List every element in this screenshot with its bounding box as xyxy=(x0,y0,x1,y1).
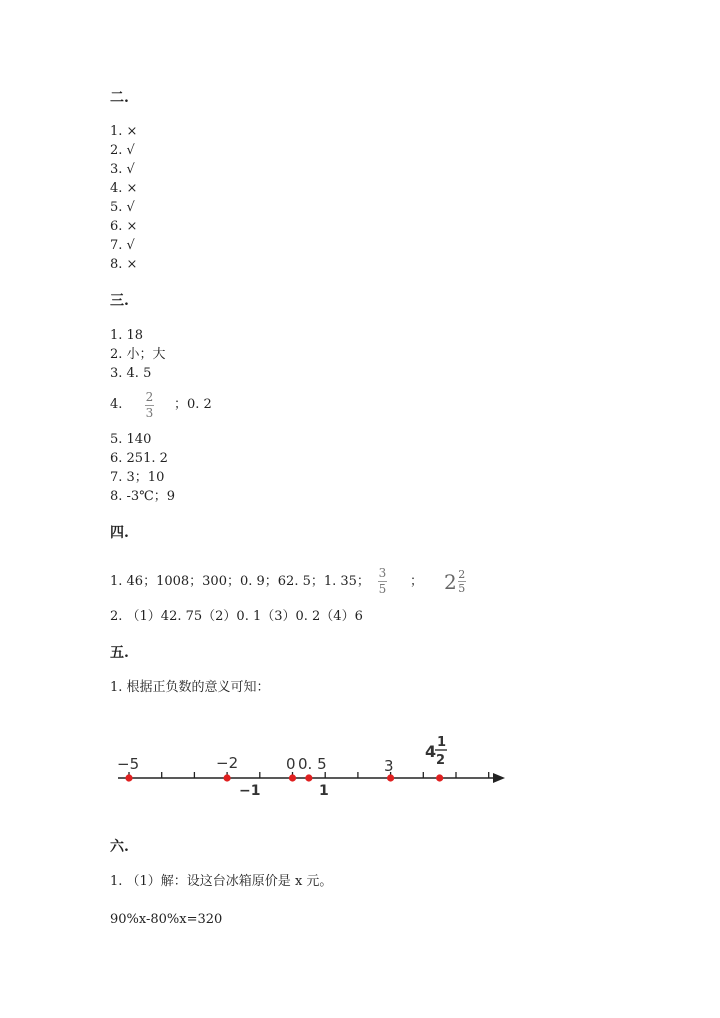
number-line-point xyxy=(305,774,312,781)
mixed-number xyxy=(444,569,466,594)
answer-item: 1. 46；1008；300；0. 9；62. 5；1. 35； xyxy=(110,574,370,589)
mixed-fraction xyxy=(458,569,466,594)
answer-item-prefix: 4. xyxy=(110,397,123,412)
fraction xyxy=(378,567,387,596)
number-line-point xyxy=(387,774,394,781)
fraction-numerator: 2 xyxy=(145,390,154,404)
fraction-denominator: 5 xyxy=(458,582,466,595)
answer-item: 7. 3；10 xyxy=(110,470,165,485)
label-one: 1 xyxy=(319,783,329,799)
answer-item: 4. × xyxy=(110,181,138,196)
answer-item: 6. × xyxy=(110,219,138,234)
section-heading-5: 五. xyxy=(110,645,129,661)
separator: ； xyxy=(410,574,424,589)
answer-item: 6. 251. 2 xyxy=(110,451,168,466)
label-minus-2: −2 xyxy=(216,754,239,772)
fraction-denominator: 5 xyxy=(378,582,387,596)
section-heading-6: 六. xyxy=(110,839,129,855)
arrow-head-icon xyxy=(493,773,505,783)
fraction-denominator: 3 xyxy=(145,406,154,420)
label-four-num: 1 xyxy=(437,735,447,750)
answer-item: 1. 18 xyxy=(110,328,144,343)
answer-item: 2. （1）42. 75（2）0. 1（3）0. 2（4）6 xyxy=(110,609,363,624)
label-three: 3 xyxy=(384,757,394,775)
answer-item: 5. √ xyxy=(110,200,135,215)
label-minus-5: −5 xyxy=(117,755,140,773)
mixed-whole: 2 xyxy=(444,569,457,594)
number-line-point xyxy=(125,774,132,781)
answer-item-suffix: ；0. 2 xyxy=(174,397,212,412)
answer-item: 3. √ xyxy=(110,162,135,177)
answer-item: 1. × xyxy=(110,124,138,139)
answer-item: 8. -3℃；9 xyxy=(110,489,176,504)
answer-item: 3. 4. 5 xyxy=(110,366,152,381)
number-line-point xyxy=(289,774,296,781)
answer-item: 5. 140 xyxy=(110,432,152,447)
number-line-figure xyxy=(105,726,515,806)
answer-item: 2. √ xyxy=(110,143,135,158)
answer-item: 7. √ xyxy=(110,238,135,253)
fraction-numerator: 3 xyxy=(378,566,387,580)
fraction-numerator: 2 xyxy=(458,568,466,581)
answer-item: 8. × xyxy=(110,257,138,272)
number-line-point xyxy=(224,774,231,781)
section-heading-3: 三. xyxy=(110,293,129,309)
label-half: 0. 5 xyxy=(298,755,327,773)
answer-item: 2. 小；大 xyxy=(110,347,166,362)
label-minus-1: −1 xyxy=(239,783,261,799)
equation: 90%x-80%x=320 xyxy=(110,912,223,927)
label-four-den: 2 xyxy=(436,753,446,768)
section-heading-4: 四. xyxy=(110,525,129,541)
section-heading-2: 二. xyxy=(110,90,129,106)
label-four-whole: 4 xyxy=(425,742,437,761)
label-zero: 0 xyxy=(286,755,296,773)
number-line-point xyxy=(436,774,443,781)
answer-item: 1. 根据正负数的意义可知： xyxy=(110,680,270,695)
fraction xyxy=(145,391,154,420)
answer-item: 1. （1）解：设这台冰箱原价是 x 元。 xyxy=(110,874,333,889)
